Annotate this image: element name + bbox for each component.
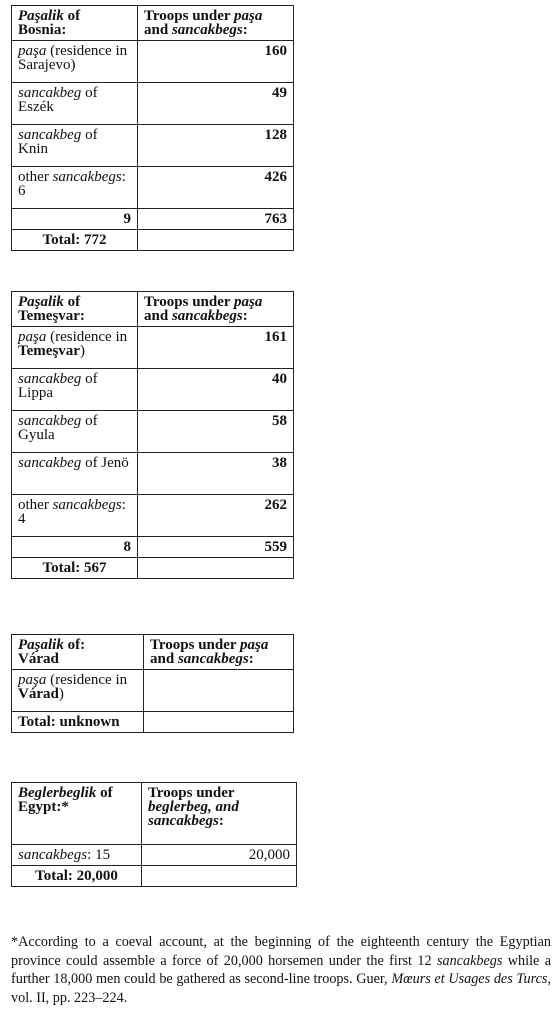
table-header-row	[12, 292, 294, 327]
table-row	[12, 327, 294, 369]
table-row	[12, 845, 297, 866]
row-value: 262	[138, 495, 294, 537]
row-label: other sancakbegs: 4	[12, 495, 138, 537]
table-varad	[11, 634, 294, 733]
row-label: sancakbegs: 15	[12, 845, 142, 866]
table-row	[12, 167, 294, 209]
table-row	[12, 125, 294, 167]
table-header-row	[12, 635, 294, 670]
table-row	[12, 411, 294, 453]
row-value: 160	[138, 41, 294, 83]
total-row	[12, 866, 297, 887]
row-label: sancakbeg of Eszék	[12, 83, 138, 125]
row-label: paşa (residence in Temeşvar)	[12, 327, 138, 369]
row-value: 426	[138, 167, 294, 209]
row-label: other sancakbegs: 6	[12, 167, 138, 209]
row-label: sancakbeg of Gyula	[12, 411, 138, 453]
table-row	[12, 369, 294, 411]
table-temesvar	[11, 291, 294, 579]
header-troops: Troops under beglerbeg, and sancakbegs:	[142, 783, 297, 845]
subtotal-row	[12, 209, 294, 230]
subtotal-count: 9	[12, 209, 138, 230]
total-label: Total: 567	[12, 558, 138, 579]
empty-cell	[138, 558, 294, 579]
row-value: 58	[138, 411, 294, 453]
total-label: Total: 20,000	[12, 866, 142, 887]
footnote: *According to a coeval account, at the beginning of the eighteenth century the Egyptian province could assemble a force of 20,000 horsemen under the first 12 sancakbegs while a further 18,000 men could be gathered as second-line troops. Guer, Mœurs et Usages des Turcs, vol. II, pp. 223–224.	[11, 934, 551, 1006]
row-label: paşa (residence in Várad)	[12, 670, 144, 712]
row-label: sancakbeg of Lippa	[12, 369, 138, 411]
table-header-row	[12, 783, 297, 845]
subtotal-count: 8	[12, 537, 138, 558]
total-label: Total: unknown	[12, 712, 144, 733]
table-header-row	[12, 6, 294, 41]
table-row	[12, 495, 294, 537]
table-row	[12, 453, 294, 495]
header-province: Paşalik of: Várad	[12, 635, 144, 670]
total-row	[12, 712, 294, 733]
header-province: Paşalik of Temeşvar:	[12, 292, 138, 327]
header-province: Paşalik of Bosnia:	[12, 6, 138, 41]
subtotal-troops: 559	[138, 537, 294, 558]
row-value	[144, 670, 294, 712]
row-label: sancakbeg of Knin	[12, 125, 138, 167]
empty-cell	[142, 866, 297, 887]
row-value: 161	[138, 327, 294, 369]
total-row	[12, 558, 294, 579]
row-value: 128	[138, 125, 294, 167]
table-row	[12, 83, 294, 125]
table-row	[12, 670, 294, 712]
row-value: 20,000	[142, 845, 297, 866]
subtotal-troops: 763	[138, 209, 294, 230]
empty-cell	[138, 230, 294, 251]
header-troops: Troops under paşa and sancakbegs:	[138, 292, 294, 327]
table-row	[12, 41, 294, 83]
row-label: paşa (residence in Sarajevo)	[12, 41, 138, 83]
row-label: sancakbeg of Jenö	[12, 453, 138, 495]
subtotal-row	[12, 537, 294, 558]
header-province: Beglerbeglik of Egypt:*	[12, 783, 142, 845]
total-label: Total: 772	[12, 230, 138, 251]
row-value: 49	[138, 83, 294, 125]
empty-cell	[144, 712, 294, 733]
table-egypt	[11, 782, 297, 887]
table-bosnia	[11, 5, 294, 251]
header-troops: Troops under paşa and sancakbegs:	[144, 635, 294, 670]
row-value: 40	[138, 369, 294, 411]
total-row	[12, 230, 294, 251]
header-troops: Troops under paşa and sancakbegs:	[138, 6, 294, 41]
row-value: 38	[138, 453, 294, 495]
